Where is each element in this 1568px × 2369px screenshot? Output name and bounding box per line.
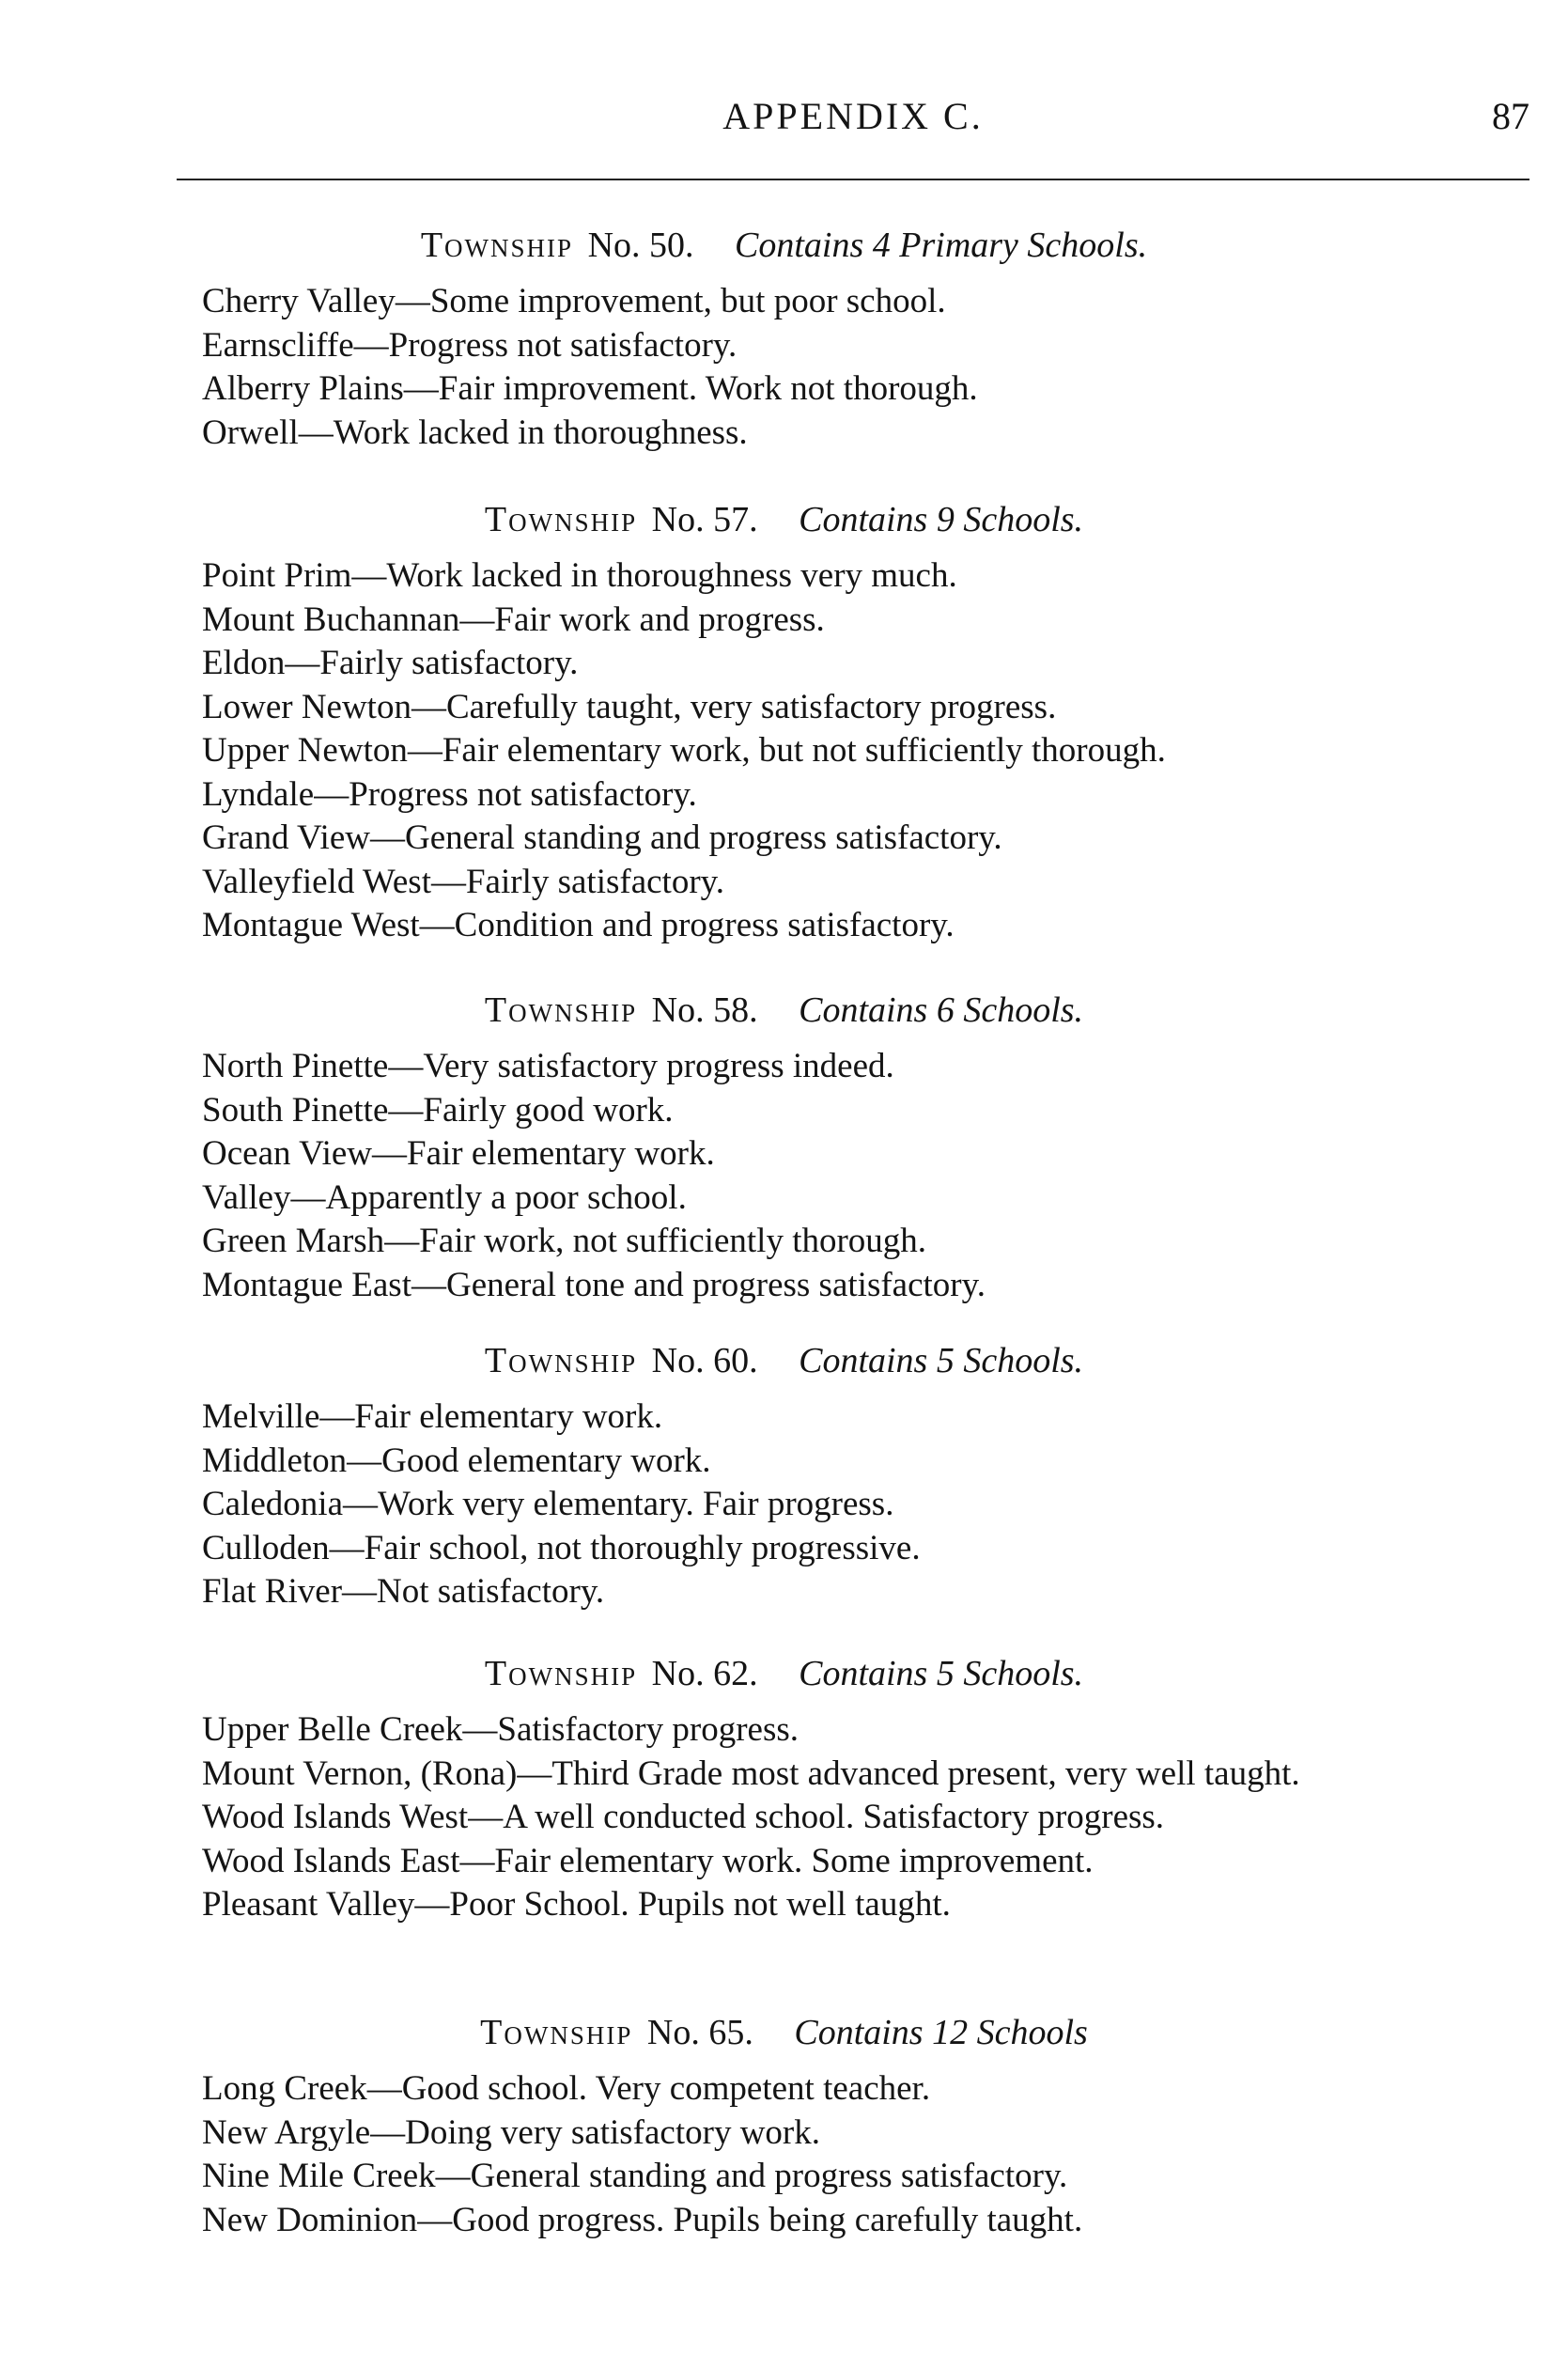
school-name: Upper Belle Creek — [202, 1710, 497, 1749]
school-name: Grand View — [202, 818, 405, 857]
school-remark: Fair school, not thoroughly progressive. [364, 1528, 921, 1567]
school-remark: Doing very satisfactory work. [405, 2112, 820, 2152]
school-list [202, 1708, 1568, 1927]
list-item [202, 1483, 921, 1527]
page-title: APPENDIX C. [722, 95, 984, 137]
township-number: No. 62. [651, 1654, 758, 1693]
school-name: Pleasant Valley — [202, 1885, 449, 1924]
school-remark: Not satisfactory. [377, 1572, 605, 1611]
school-name: Mount Vernon, (Rona) — [202, 1754, 551, 1793]
school-count: Contains 9 Schools. [799, 500, 1084, 539]
school-name: Green Marsh — [202, 1222, 419, 1260]
list-item [202, 686, 1166, 730]
heading-prefix: Township [480, 2013, 633, 2052]
list-item [202, 280, 978, 324]
school-remark: Third Grade most advanced present, very well taught. [551, 1753, 1300, 1793]
school-name: Melville — [202, 1397, 354, 1436]
school-count: Contains 5 Schools. [799, 1341, 1084, 1380]
list-item [202, 2155, 1082, 2199]
header-rule [177, 179, 1529, 180]
heading-prefix: Township [420, 226, 574, 265]
school-remark: Condition and progress satisfactory. [454, 906, 955, 944]
heading-prefix: Township [484, 500, 638, 539]
list-item [202, 1840, 1568, 1884]
list-item [202, 367, 978, 412]
list-item [202, 729, 1166, 773]
school-name: Cherry Valley — [202, 282, 430, 320]
school-remark: Very satisfactory progress indeed. [423, 1047, 894, 1085]
school-name: Middleton — [202, 1442, 381, 1480]
school-remark: Poor School. Pupils not well taught. [449, 1885, 951, 1924]
school-list [202, 1045, 986, 1307]
list-item [202, 1883, 1568, 1927]
page-number: 87 [1492, 95, 1529, 137]
school-remark: Good elementary work. [381, 1441, 711, 1480]
section-heading [0, 989, 1568, 1032]
school-remark: Progress not satisfactory. [388, 325, 737, 365]
running-head [177, 94, 1529, 150]
school-count: Contains 12 Schools [794, 2013, 1088, 2052]
list-item [202, 1177, 986, 1221]
school-list [202, 554, 1166, 948]
school-remark: Apparently a poor school. [325, 1177, 687, 1217]
school-name: Valleyfield West — [202, 863, 466, 901]
school-list [202, 280, 978, 455]
list-item [202, 773, 1166, 818]
list-item [202, 324, 978, 368]
school-name: Orwell — [202, 413, 334, 452]
school-remark: Fairly satisfactory. [465, 862, 724, 901]
school-remark: Fair elementary work. [407, 1134, 715, 1173]
section-heading [0, 224, 1568, 267]
school-count: Contains 5 Schools. [799, 1654, 1084, 1693]
section-heading [0, 1339, 1568, 1382]
list-item [202, 1570, 921, 1614]
list-item [202, 817, 1166, 861]
school-name: Upper Newton — [202, 731, 442, 770]
list-item [202, 2199, 1082, 2243]
township-number: No. 58. [651, 990, 758, 1030]
school-remark: General standing and progress satisfactory. [404, 818, 1002, 857]
township-number: No. 57. [651, 500, 758, 539]
school-remark: Work lacked in thoroughness very much. [386, 556, 957, 595]
school-name: Alberry Plains — [202, 369, 439, 408]
school-remark: Work lacked in thoroughness. [333, 413, 748, 452]
list-item [202, 2067, 1082, 2112]
section-heading [0, 1652, 1568, 1695]
school-remark: Carefully taught, very satisfactory progress. [445, 687, 1057, 726]
school-remark: General standing and progress satisfactory. [470, 2157, 1068, 2195]
section-heading [0, 498, 1568, 541]
list-item [202, 1264, 986, 1308]
school-remark: Good school. Very competent teacher. [401, 2069, 931, 2108]
list-item [202, 1440, 921, 1484]
school-name: Valley — [202, 1178, 326, 1217]
heading-prefix: Township [484, 1341, 638, 1380]
list-item [202, 1045, 986, 1089]
school-name: Mount Buchannan — [202, 600, 494, 639]
school-remark: Work very elementary. Fair progress. [378, 1485, 894, 1523]
school-name: North Pinette — [202, 1047, 423, 1085]
school-remark: Fairly satisfactory. [319, 644, 579, 682]
list-item [202, 1089, 986, 1133]
school-list [202, 1395, 921, 1614]
list-item [202, 1796, 1568, 1840]
school-name: Ocean View — [202, 1134, 407, 1173]
school-remark: A well conducted school. Satisfactory progress. [503, 1798, 1165, 1836]
school-name: Culloden — [202, 1529, 365, 1567]
school-name: Nine Mile Creek — [202, 2157, 471, 2195]
school-remark: Fair work and progress. [494, 600, 825, 639]
township-number: No. 50. [587, 226, 694, 265]
school-remark: Fair elementary work. Some improvement. [494, 1841, 1094, 1880]
list-item [202, 599, 1166, 643]
school-remark: Progress not satisfactory. [349, 774, 697, 814]
heading-prefix: Township [484, 1654, 638, 1693]
township-number: No. 65. [646, 2013, 753, 2052]
list-item [202, 861, 1166, 905]
school-remark: Some improvement, but poor school. [429, 282, 946, 320]
list-item [202, 1753, 1568, 1797]
list-item [202, 1708, 1568, 1753]
school-name: Lower Newton — [202, 688, 446, 726]
school-name: Wood Islands West — [202, 1798, 503, 1836]
list-item [202, 904, 1166, 948]
school-name: Lyndale — [202, 775, 349, 814]
school-name: Montague West — [202, 906, 455, 944]
school-remark: Fairly good work. [423, 1090, 674, 1130]
school-name: Earnscliffe — [202, 326, 389, 365]
school-name: Point Prim — [202, 556, 386, 595]
list-item [202, 2112, 1082, 2156]
list-item [202, 1395, 921, 1440]
school-name: Caledonia — [202, 1485, 378, 1523]
list-item [202, 642, 1166, 686]
school-name: New Dominion — [202, 2201, 452, 2239]
school-remark: Fair work, not sufficiently thorough. [419, 1222, 927, 1260]
list-item [202, 1527, 921, 1571]
school-remark: Fair elementary work, but not sufficiently thorough. [442, 731, 1166, 770]
school-remark: Fair elementary work. [354, 1397, 663, 1436]
school-remark: Fair improvement. Work not thorough. [438, 369, 978, 408]
school-remark: General tone and progress satisfactory. [445, 1265, 986, 1304]
heading-prefix: Township [484, 990, 638, 1030]
school-name: Flat River — [202, 1572, 377, 1611]
school-name: New Argyle — [202, 2113, 405, 2152]
section-heading [0, 2011, 1568, 2054]
school-name: Eldon — [202, 644, 319, 682]
township-number: No. 60. [651, 1341, 758, 1380]
school-name: Wood Islands East — [202, 1842, 494, 1880]
school-name: Long Creek — [202, 2069, 402, 2108]
school-remark: Satisfactory progress. [497, 1710, 799, 1749]
list-item [202, 554, 1166, 599]
school-name: South Pinette — [202, 1091, 423, 1130]
school-name: Montague East — [202, 1266, 446, 1304]
school-remark: Good progress. Pupils being carefully taught. [452, 2200, 1083, 2239]
school-list [202, 2067, 1082, 2242]
list-item [202, 412, 978, 456]
list-item [202, 1220, 986, 1264]
school-count: Contains 4 Primary Schools. [735, 226, 1148, 265]
list-item [202, 1132, 986, 1177]
school-count: Contains 6 Schools. [799, 990, 1084, 1030]
